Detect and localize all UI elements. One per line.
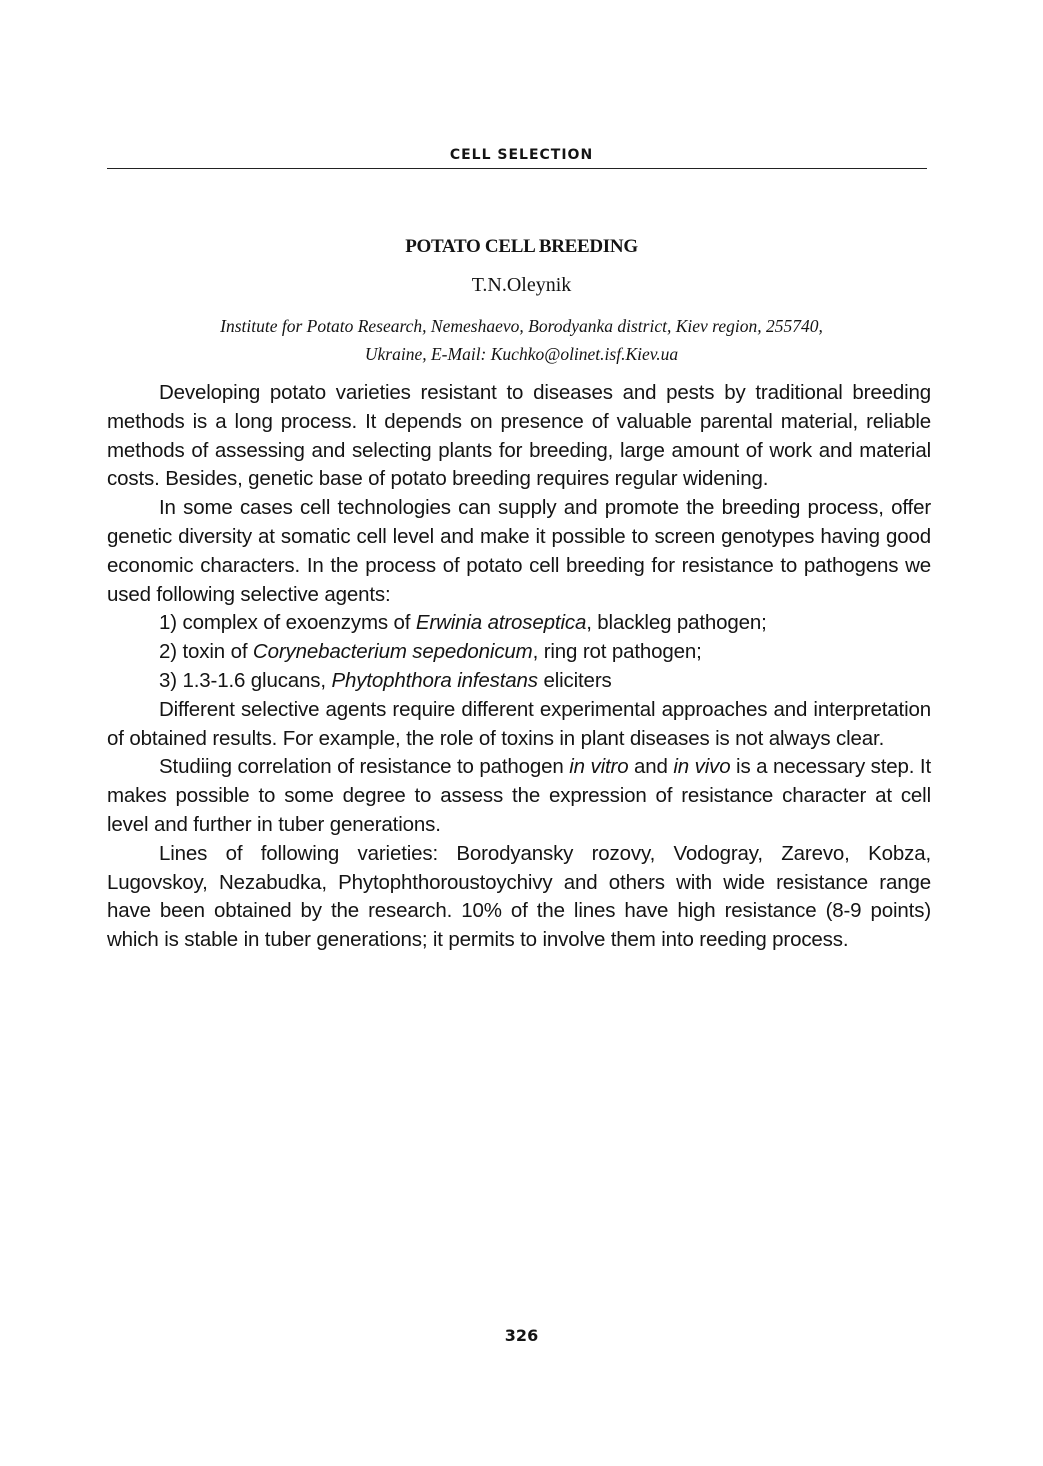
page-number: 326 — [504, 1326, 539, 1345]
species-name: Phytophthora infestans — [331, 668, 538, 692]
paragraph-4-text: and — [628, 755, 674, 779]
article-body — [107, 379, 931, 955]
species-name: Erwinia atroseptica — [415, 611, 587, 635]
list-item-text: 3) 1.3-1.6 glucans, — [159, 668, 332, 692]
list-item — [107, 609, 931, 638]
italic-term: in vitro — [569, 755, 629, 779]
paragraph-2: In some cases cell technologies can supply and promote the breeding process, offer genetic diversity at somatic cell level and make it possible to screen genotypes having good economic characters. In the process of potato cell breeding for resistance to pathogens we used following selective agents: — [107, 496, 931, 606]
list-item-text: 2) toxin of — [159, 640, 253, 664]
species-name: Corynebacterium sepedonicum — [252, 640, 533, 664]
running-head: CELL SELECTION — [449, 147, 594, 163]
list-item-text: 1) complex of exoenzyms of — [159, 611, 416, 635]
list-item-text: , blackleg pathogen; — [586, 611, 767, 635]
paragraph-4-text: is a necessary step. It makes possible to some degree to assess the expression of resistance character at cell level and further in tuber generations. — [107, 755, 931, 836]
affiliation-line-2: Ukraine, E-Mail: Kuchko@olinet.isf.Kiev.ua — [364, 344, 679, 364]
article-title: POTATO CELL BREEDING — [405, 236, 638, 257]
author-name: T.N.Oleynik — [471, 274, 572, 296]
list-item-text: eliciters — [537, 668, 612, 692]
italic-term: in vivo — [673, 755, 731, 779]
paragraph-4 — [107, 753, 931, 839]
paragraph-1: Developing potato varieties resistant to diseases and pests by traditional breeding methods is a long process. It depends on presence of valuable parental material, reliable methods of assessing and selecting plants for breeding, large amount of work and material costs. Besides, genetic base of potato breeding requires regular widening. — [107, 381, 931, 491]
paragraph-3: Different selective agents require different experimental approaches and interpretation of obtained results. For example, the role of toxins in plant diseases is not always clear. — [107, 697, 931, 750]
list-item-text: , ring rot pathogen; — [532, 640, 702, 664]
paragraph-4-text: Studiing correlation of resistance to pathogen — [159, 755, 570, 779]
paragraph-5: Lines of following varieties: Borodyansky rozovy, Vodogray, Zarevo, Kobza, Lugovskoy, Nezabudka, Phytophthoroustoychivy and others with wide resistance range have been obtained by the research. 10% of the lines have high resistance (8-9 points) which is stable in tuber generations; it permits to involve them into reeding process. — [107, 841, 931, 952]
list-item — [107, 638, 931, 667]
list-item — [107, 667, 931, 696]
header-rule — [107, 168, 927, 169]
affiliation-line-1: Institute for Potato Research, Nemeshaevo, Borodyanka district, Kiev region, 255740, — [220, 316, 823, 336]
